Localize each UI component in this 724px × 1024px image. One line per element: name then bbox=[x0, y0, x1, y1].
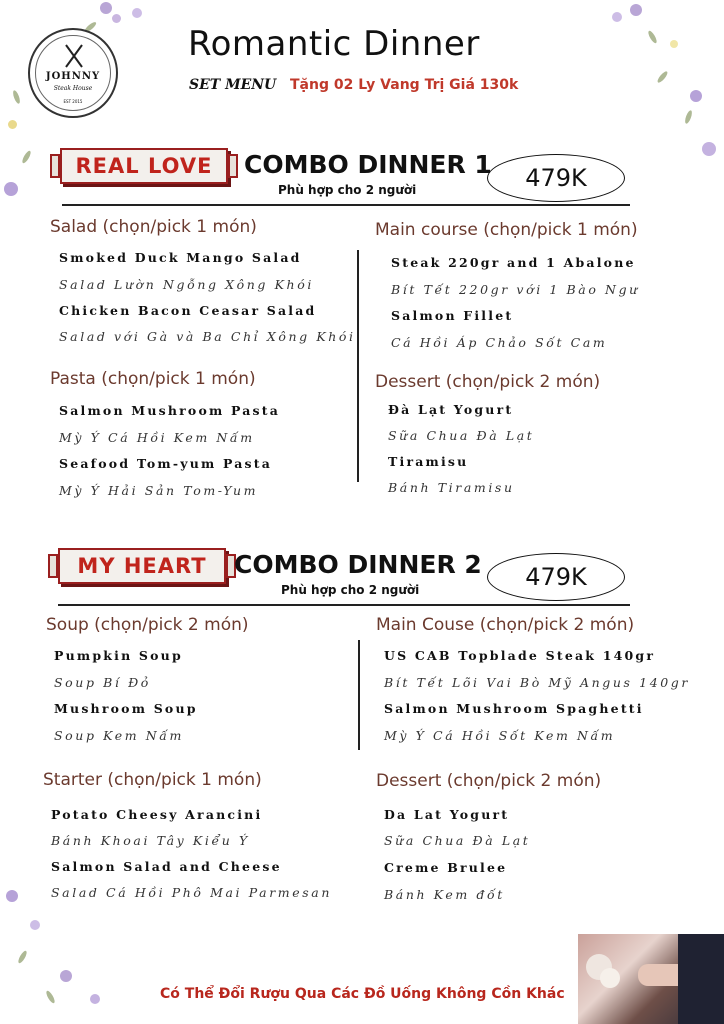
combo1-dessert-item-vn: Sữa Chua Đà Lạt bbox=[388, 428, 535, 443]
gift-offer: Tặng 02 Ly Vang Trị Giá 130k bbox=[290, 77, 519, 93]
combo2-soup-item: Mushroom Soup bbox=[54, 701, 198, 716]
page-title: Romantic Dinner bbox=[188, 24, 480, 64]
combo2-dessert-heading: Dessert (chọn/pick 2 món) bbox=[376, 771, 602, 791]
combo2-main-item: US CAB Topblade Steak 140gr bbox=[384, 648, 656, 663]
combo1-main-heading: Main course (chọn/pick 1 món) bbox=[375, 220, 638, 240]
combo2-dessert-item: Creme Brulee bbox=[384, 860, 508, 875]
fork-knife-icon bbox=[61, 43, 87, 69]
combo2-starter-item-vn: Salad Cá Hồi Phô Mai Parmesan bbox=[51, 885, 332, 900]
combo2-starter-heading: Starter (chọn/pick 1 món) bbox=[43, 770, 262, 790]
combo2-soup-item-vn: Soup Bí Đỏ bbox=[54, 675, 151, 690]
combo2-price: 479K bbox=[487, 553, 625, 601]
combo2-column-divider bbox=[358, 640, 360, 750]
combo2-name: COMBO DINNER 2 bbox=[234, 550, 482, 579]
combo1-pasta-item-vn: Mỳ Ý Cá Hồi Kem Nấm bbox=[59, 430, 255, 445]
combo1-dessert-heading: Dessert (chọn/pick 2 món) bbox=[375, 372, 601, 392]
logo-est: EST 2015 bbox=[63, 99, 83, 104]
logo-subtitle: Steak House bbox=[53, 85, 93, 92]
combo2-dessert-item-vn: Bánh Kem đốt bbox=[384, 887, 505, 902]
combo1-main-item-vn: Bít Tết 220gr với 1 Bào Ngư bbox=[391, 282, 640, 297]
combo1-pasta-heading: Pasta (chọn/pick 1 món) bbox=[50, 369, 256, 389]
footer-note: Có Thể Đổi Rượu Qua Các Đồ Uống Không Cồn Khác bbox=[160, 986, 565, 1002]
restaurant-logo bbox=[28, 28, 118, 118]
combo1-pasta-item: Salmon Mushroom Pasta bbox=[59, 403, 281, 418]
combo1-dessert-item-vn: Bánh Tiramisu bbox=[388, 480, 515, 495]
combo1-banner bbox=[60, 148, 228, 184]
combo1-main-item: Steak 220gr and 1 Abalone bbox=[391, 255, 636, 270]
combo2-divider bbox=[58, 604, 630, 606]
combo2-soup-item-vn: Soup Kem Nấm bbox=[54, 728, 184, 743]
couple-photo bbox=[578, 934, 724, 1024]
combo2-soup-heading: Soup (chọn/pick 2 món) bbox=[46, 615, 249, 635]
combo2-main-item-vn: Mỳ Ý Cá Hồi Sốt Kem Nấm bbox=[384, 728, 616, 743]
combo2-dessert-item-vn: Sữa Chua Đà Lạt bbox=[384, 833, 531, 848]
combo2-banner-label: MY HEART bbox=[77, 554, 207, 578]
combo1-divider bbox=[62, 204, 630, 206]
combo1-pasta-item-vn: Mỳ Ý Hải Sản Tom-Yum bbox=[59, 483, 259, 498]
combo1-dessert-item: Đà Lạt Yogurt bbox=[388, 402, 514, 417]
combo1-column-divider bbox=[357, 250, 359, 482]
set-menu-label: SET MENU bbox=[189, 77, 277, 93]
logo-brand: JOHNNY bbox=[45, 71, 101, 82]
combo1-name: COMBO DINNER 1 bbox=[244, 150, 492, 179]
combo2-starter-item: Salmon Salad and Cheese bbox=[51, 859, 282, 874]
combo2-subtitle: Phù hợp cho 2 người bbox=[281, 583, 420, 597]
combo2-banner bbox=[58, 548, 226, 584]
combo1-salad-item: Chicken Bacon Ceasar Salad bbox=[59, 303, 317, 318]
floral-decoration-top-right bbox=[590, 0, 724, 170]
combo1-main-item: Salmon Fillet bbox=[391, 308, 514, 323]
combo2-starter-item-vn: Bánh Khoai Tây Kiểu Ý bbox=[51, 833, 250, 848]
combo2-dessert-item: Da Lat Yogurt bbox=[384, 807, 510, 822]
combo1-salad-item-vn: Salad Lườn Ngỗng Xông Khói bbox=[59, 277, 314, 292]
combo1-pasta-item: Seafood Tom-yum Pasta bbox=[59, 456, 273, 471]
combo2-main-item-vn: Bít Tết Lõi Vai Bò Mỹ Angus 140gr bbox=[384, 675, 690, 690]
combo1-salad-item-vn: Salad với Gà và Ba Chỉ Xông Khói bbox=[59, 329, 356, 344]
combo1-salad-heading: Salad (chọn/pick 1 món) bbox=[50, 217, 257, 237]
combo2-main-item: Salmon Mushroom Spaghetti bbox=[384, 701, 644, 716]
combo2-main-heading: Main Couse (chọn/pick 2 món) bbox=[376, 615, 635, 635]
combo1-main-item-vn: Cá Hồi Áp Chảo Sốt Cam bbox=[391, 335, 608, 350]
combo2-starter-item: Potato Cheesy Arancini bbox=[51, 807, 263, 822]
combo1-dessert-item: Tiramisu bbox=[388, 454, 469, 469]
combo1-salad-item: Smoked Duck Mango Salad bbox=[59, 250, 302, 265]
combo2-soup-item: Pumpkin Soup bbox=[54, 648, 183, 663]
combo1-subtitle: Phù hợp cho 2 người bbox=[278, 183, 417, 197]
combo1-banner-label: REAL LOVE bbox=[75, 154, 213, 178]
combo1-price: 479K bbox=[487, 154, 625, 202]
